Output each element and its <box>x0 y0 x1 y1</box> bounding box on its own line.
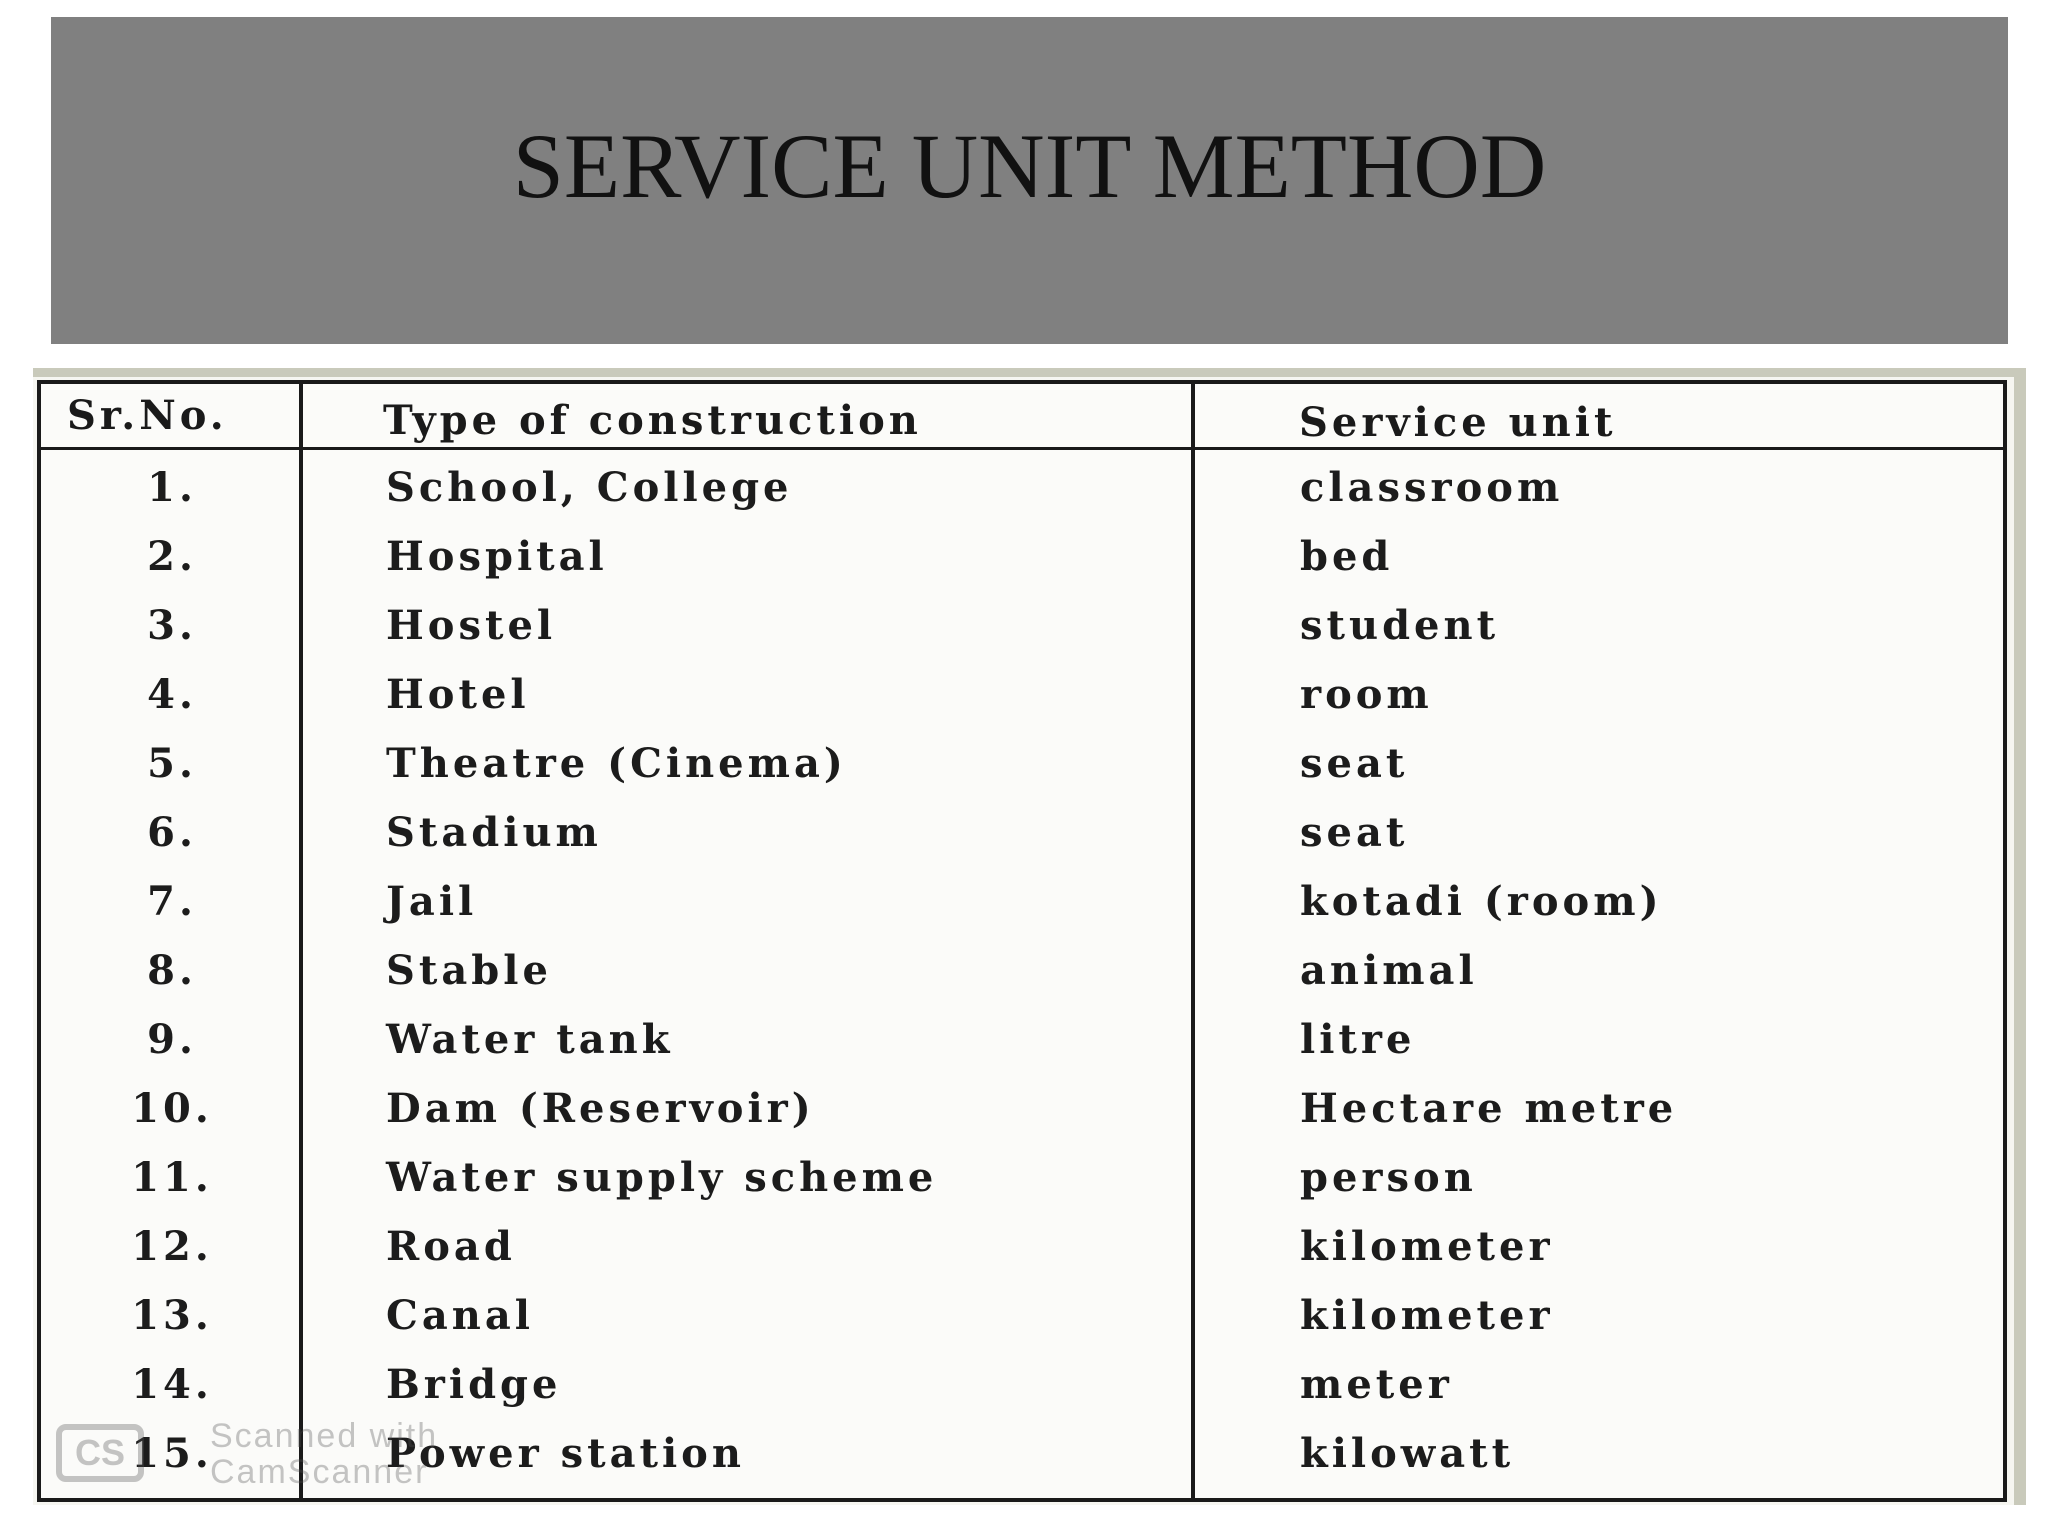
cell-sr-no: 7. <box>147 878 197 925</box>
cell-type: Jail <box>386 878 478 925</box>
cell-type: Water tank <box>386 1016 674 1063</box>
cell-unit: person <box>1300 1154 1477 1201</box>
watermark-line-1: Scanned with <box>210 1417 439 1455</box>
cell-unit: kotadi (room) <box>1300 878 1663 925</box>
cell-sr-no: 12. <box>131 1223 213 1270</box>
header-service-unit: Service unit <box>1299 399 1617 446</box>
cell-unit: room <box>1300 671 1433 718</box>
table-row <box>41 1350 2003 1419</box>
table-body <box>41 453 2003 1491</box>
cell-type: Bridge <box>386 1361 562 1408</box>
cell-sr-no: 5. <box>147 740 197 787</box>
cell-sr-no: 8. <box>147 947 197 994</box>
table-row <box>41 522 2003 591</box>
table-row <box>41 1143 2003 1212</box>
cell-sr-no: 4. <box>147 671 197 718</box>
cell-unit: bed <box>1300 533 1394 580</box>
title-bar <box>51 17 2008 344</box>
cell-type: Hotel <box>386 671 530 718</box>
cell-unit: kilometer <box>1300 1223 1554 1270</box>
watermark-logo-text: CS <box>74 1432 125 1473</box>
table-row <box>41 1419 2003 1491</box>
cell-unit: seat <box>1300 740 1409 787</box>
cell-sr-no: 3. <box>147 602 197 649</box>
cell-type: Stable <box>386 947 552 994</box>
cell-unit: kilowatt <box>1300 1430 1515 1477</box>
cell-type: Water supply scheme <box>386 1154 938 1201</box>
table-row <box>41 1212 2003 1281</box>
table-row <box>41 453 2003 522</box>
cell-unit: litre <box>1300 1016 1416 1063</box>
cell-type: Power station <box>386 1430 745 1477</box>
cell-type: Canal <box>386 1292 534 1339</box>
cell-sr-no: 14. <box>131 1361 213 1408</box>
header-type-of-construction: Type of construction <box>383 397 922 444</box>
table-row <box>41 1005 2003 1074</box>
cell-sr-no: 9. <box>147 1016 197 1063</box>
service-unit-table <box>37 380 2007 1502</box>
cell-type: Dam (Reservoir) <box>386 1085 815 1132</box>
table-row <box>41 936 2003 1005</box>
table-row <box>41 660 2003 729</box>
cell-type: Theatre (Cinema) <box>386 740 847 787</box>
header-sr-no: Sr.No. <box>67 392 228 439</box>
cell-sr-no: 13. <box>131 1292 213 1339</box>
cell-sr-no: 15. <box>131 1430 213 1477</box>
cell-unit: student <box>1300 602 1500 649</box>
cell-unit: classroom <box>1300 464 1564 511</box>
table-row <box>41 867 2003 936</box>
cell-type: Road <box>386 1223 516 1270</box>
slide-title: SERVICE UNIT METHOD <box>512 115 1547 217</box>
watermark-line-2: CamScanner <box>210 1453 429 1491</box>
cell-sr-no: 11. <box>131 1154 213 1201</box>
cell-type: School, College <box>386 464 793 511</box>
cell-unit: animal <box>1300 947 1478 994</box>
table-row <box>41 1074 2003 1143</box>
header-divider <box>41 447 2003 450</box>
cell-sr-no: 10. <box>131 1085 213 1132</box>
table-row <box>41 798 2003 867</box>
cell-sr-no: 1. <box>147 464 197 511</box>
cell-unit: seat <box>1300 809 1409 856</box>
cell-sr-no: 2. <box>147 533 197 580</box>
cell-type: Hospital <box>386 533 608 580</box>
cell-unit: meter <box>1300 1361 1453 1408</box>
cell-sr-no: 6. <box>147 809 197 856</box>
table-row <box>41 1281 2003 1350</box>
cell-unit: Hectare metre <box>1300 1085 1678 1132</box>
table-row <box>41 729 2003 798</box>
cell-type: Stadium <box>386 809 602 856</box>
cell-type: Hostel <box>386 602 557 649</box>
table-row <box>41 591 2003 660</box>
cell-unit: kilometer <box>1300 1292 1554 1339</box>
